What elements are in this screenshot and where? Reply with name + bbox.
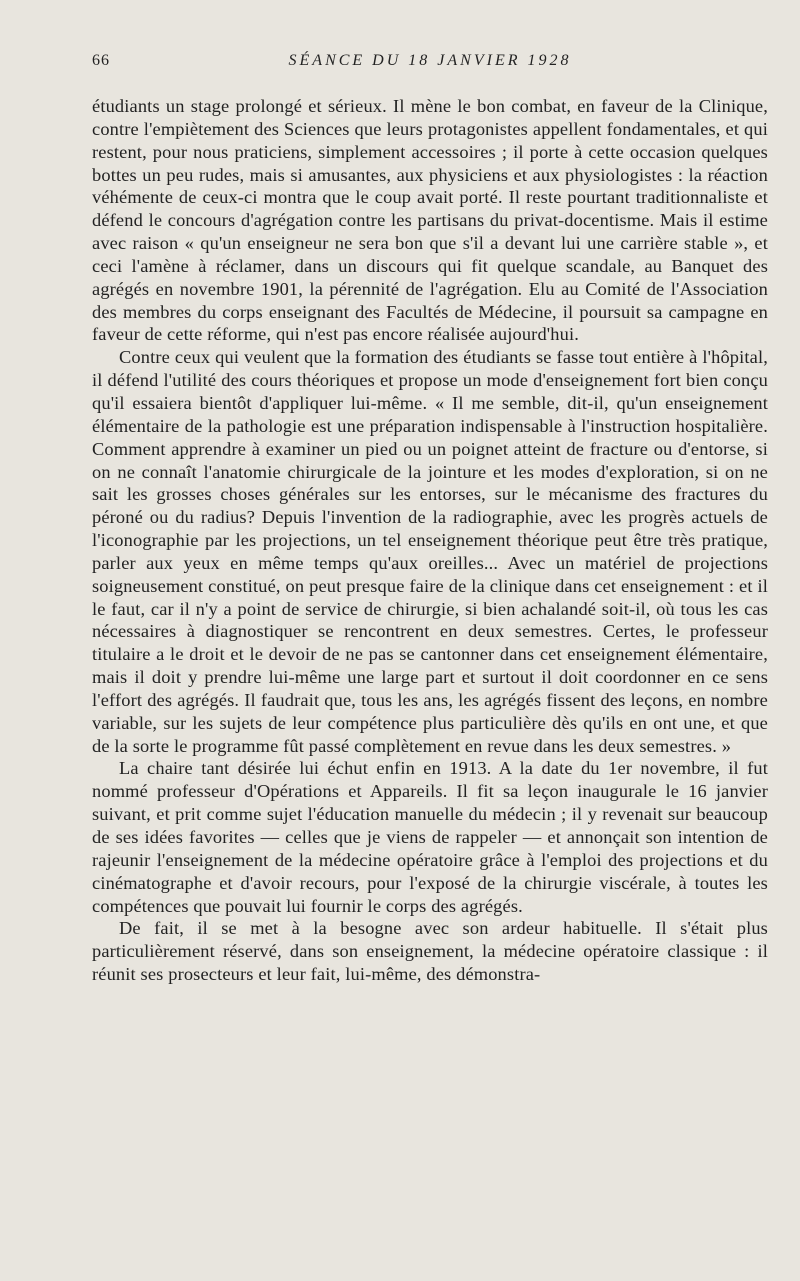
page-header: [92, 52, 768, 78]
body-text: [92, 95, 768, 986]
paragraph: De fait, il se met à la besogne avec son ardeur habituelle. Il s'était plus particulièrement réservé, dans son enseignement, la médecine opératoire classique : il réunit ses prosecteurs et leur fait, lui-même, des démonstra-: [92, 918, 768, 985]
running-head: SÉANCE DU 18 JANVIER 1928: [288, 52, 572, 69]
paragraph: Contre ceux qui veulent que la formation des étudiants se fasse tout entière à l'hôpital, il défend l'utilité des cours théoriques et propose un mode d'enseignement fort bien conçu qu'il essaiera bientôt d'appliquer lui-même. « Il me semble, dit-il, qu'un enseignement élémentaire de la pathologie est une préparation indispensable à l'instruction hospitalière. Comment apprendre à examiner un pied ou un poignet atteint de fracture ou d'entorse, si on ne connaît l'anatomie chirurgicale de la jointure et les modes d'exploration, si on ne sait les grosses choses générales sur les entorses, sur le mécanisme des fractures du péroné ou du radius? Depuis l'invention de la radiographie, avec les progrès actuels de l'iconographie par les projections, un tel enseignement théorique peut être très pratique, parler aux yeux en même temps qu'aux oreilles... Avec un matériel de projections soigneusement constitué, on peut presque faire de la clinique dans cet enseignement : et il le faut, car il n'y a point de service de chirurgie, si bien achalandé soit-il, où tous les cas nécessaires à diagnostiquer se rencontrent en deux semestres. Certes, le professeur titulaire a le droit et le devoir de ne pas se cantonner dans cet enseignement élémentaire, mais il doit y prendre lui-même une large part et surtout il doit coordonner en ce sens l'effort des agrégés. Il faudrait que, tous les ans, les agrégés fissent des leçons, en nombre variable, sur les sujets de leur compétence plus particulière dès qu'ils en ont une, et que de la sorte le programme fût passé complètement en revue dans les deux semestres. »: [92, 347, 768, 756]
page-number: 66: [92, 52, 110, 69]
paragraph: La chaire tant désirée lui échut enfin en 1913. A la date du 1er novembre, il fut nommé professeur d'Opérations et Appareils. Il fit sa leçon inaugurale le 16 janvier suivant, et prit comme sujet l'éducation manuelle du médecin ; il y revenait sur beaucoup de ses idées favorites — celles que je viens de rappeler — et annonçait son intention de rajeunir l'enseignement de la médecine opératoire grâce à l'emploi des projections et du cinématographe et d'avoir recours, pour l'exposé de la chirurgie viscérale, à toutes les compétences que pouvait lui fournir le corps des agrégés.: [92, 758, 768, 916]
paragraph: étudiants un stage prolongé et sérieux. Il mène le bon combat, en faveur de la Clinique, contre l'empiètement des Sciences que leurs protagonistes appellent fondamentales, et qui restent, pour nous praticiens, simplement accessoires ; il porte à cette occasion quelques bottes un peu rudes, mais si amusantes, aux physiciens et aux physiologistes : la réaction véhémente de ceux-ci montra que le coup avait porté. Il reste pourtant traditionnaliste et défend le concours d'agrégation contre les partisans du privat-docentisme. Mais il estime avec raison « qu'un enseigneur ne sera bon que s'il a devant lui une carrière stable », et ceci l'amène à réclamer, dans un discours qui fit quelque scandale, au Banquet des agrégés en novembre 1901, la pérennité de l'agrégation. Elu au Comité de l'Association des membres du corps enseignant des Facultés de Médecine, il poursuit sa campagne en faveur de cette réforme, qui n'est pas encore réalisée aujourd'hui.: [92, 96, 768, 345]
